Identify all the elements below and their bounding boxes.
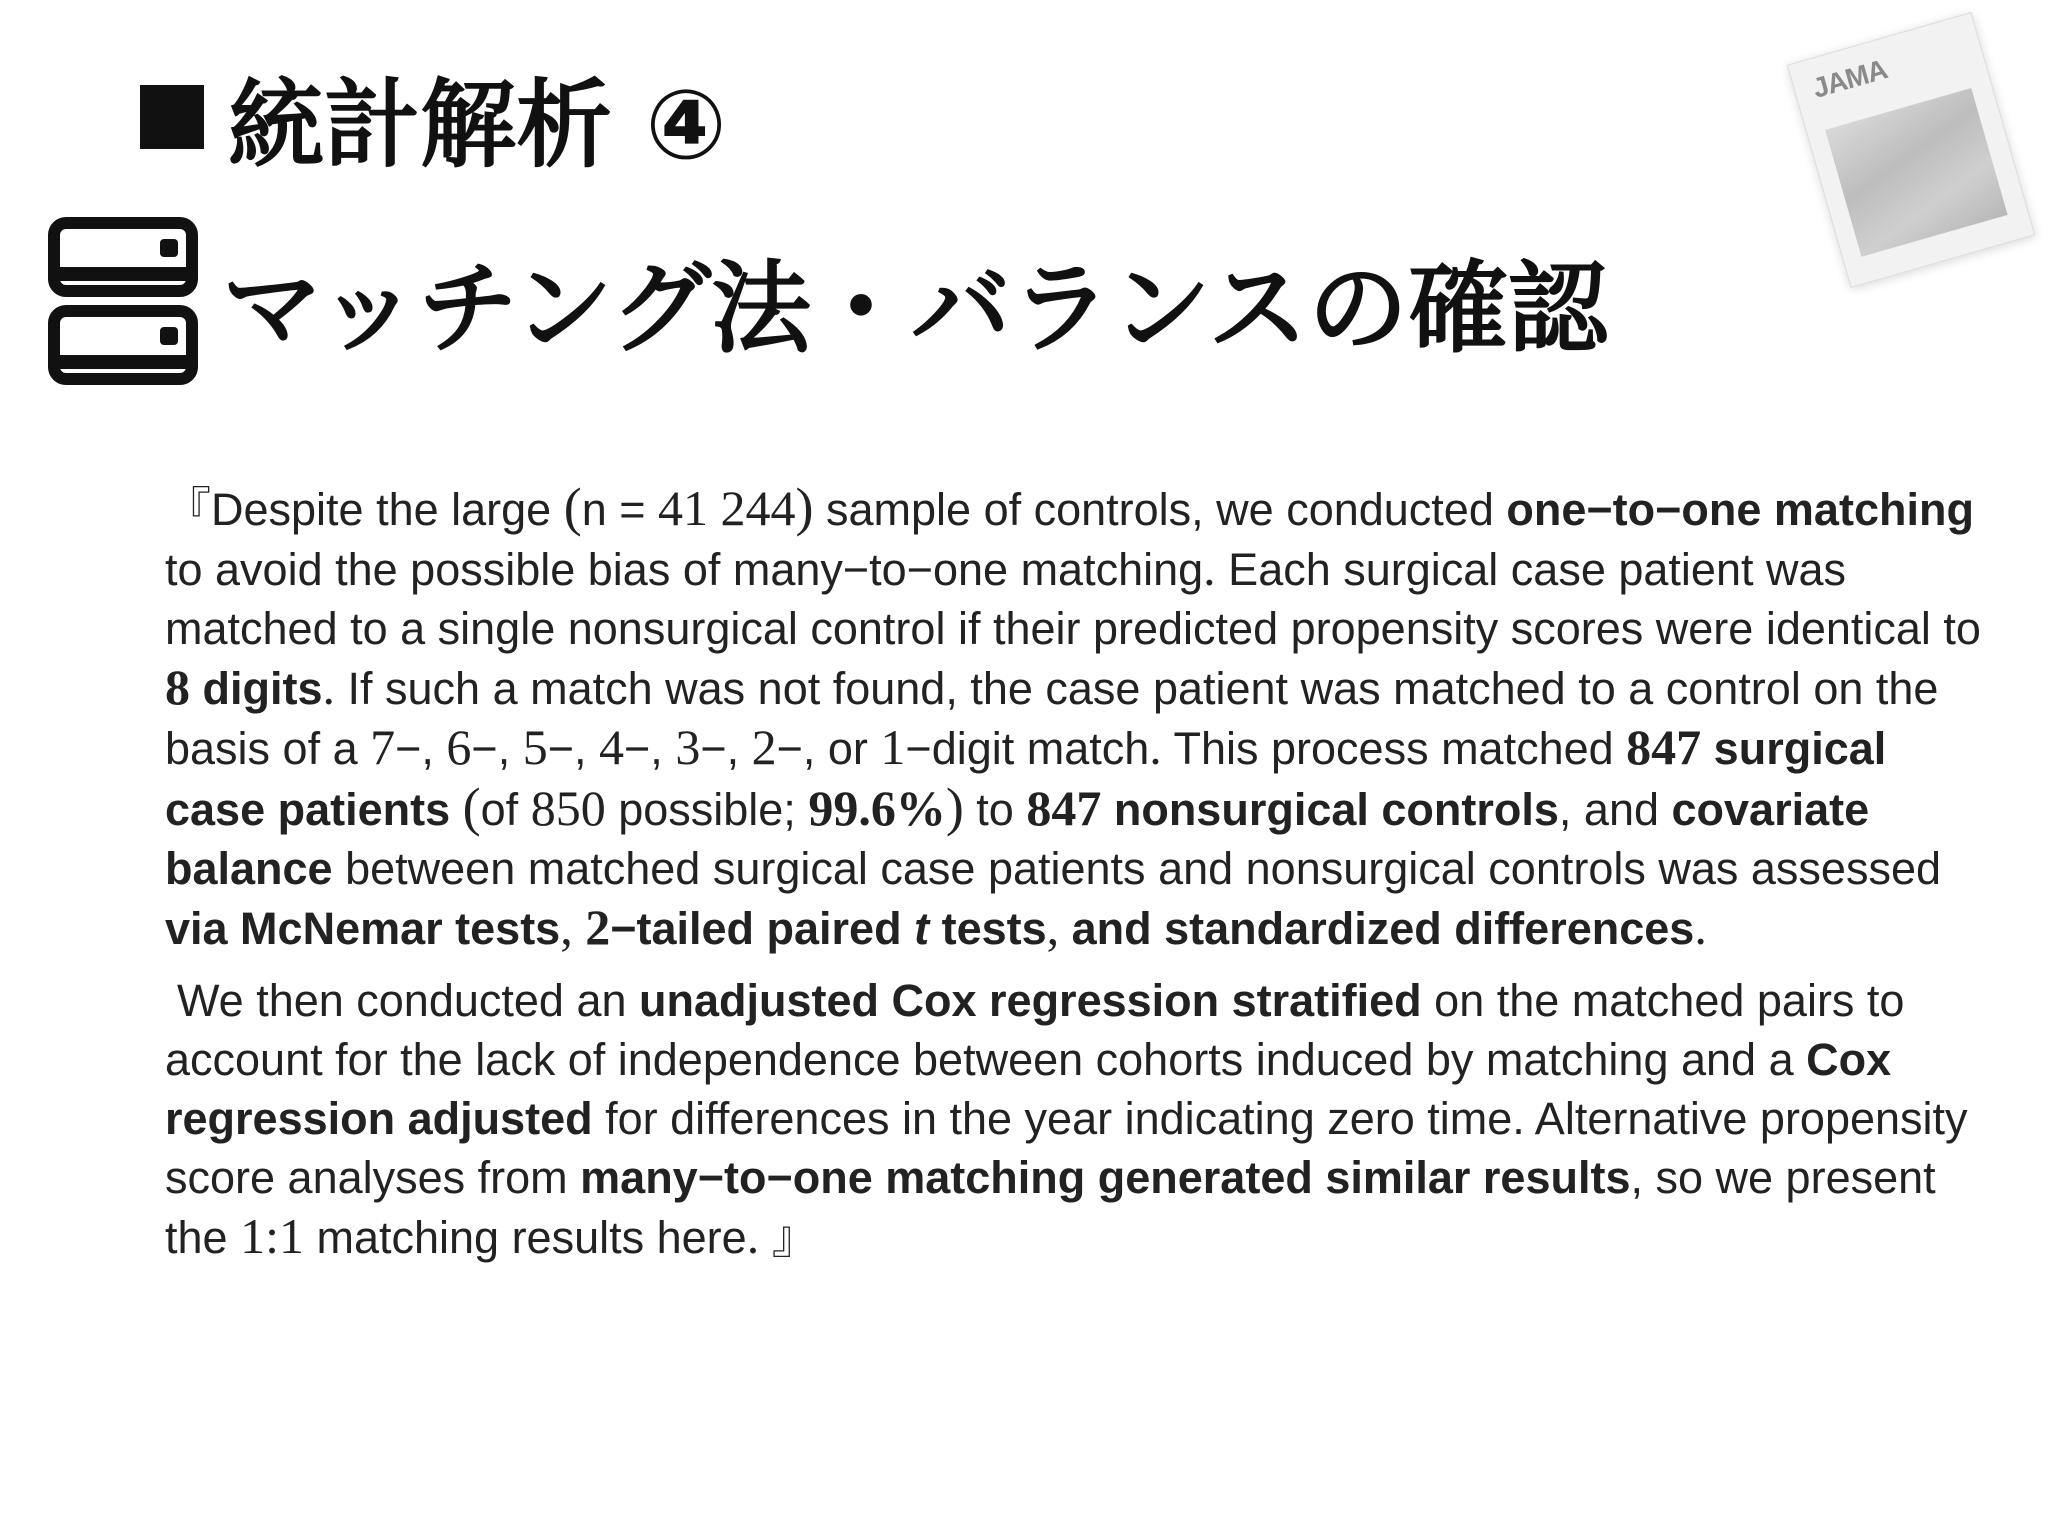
journal-cover-image	[1787, 12, 2036, 288]
section-title: 統計解析 ④	[228, 68, 727, 181]
square-bullet-icon	[140, 85, 204, 149]
sample-size: 41 244	[658, 480, 796, 536]
open-quote-bracket: 『	[165, 482, 211, 536]
server-icon	[48, 215, 198, 385]
subsection-title: マッチング法・バランスの確認	[222, 250, 1608, 367]
subsection-heading	[48, 210, 1608, 390]
quote-paragraph-1: 『Despite the large (n = 41 244) sample of controls, we conducted one−to−one matching to avoid the possible bias of many−to−one matching. Each surgical case patient was matched to a single nonsurgical control if their predicted propensity scores were identical to 8 digits. If such a match was not found, the case patient was matched to a control on the basis of a 7−, 6−, 5−, 4−, 3−, 2−, or 1−digit match. This process matched 847 surgical case patients (of 850 possible; 99.6%) to 847 nonsurgical controls, and covariate balance between matched surgical case patients and nonsurgical controls was assessed via McNemar tests, 2−tailed paired t tests, and standardized differences.	[165, 477, 1981, 955]
quote-paragraph-2: We then conducted an unadjusted Cox regression stratified on the matched pairs to account for the lack of independence between cohorts induced by matching and a Cox regression adjusted for differences in the year indicating zero time. Alternative propensity score analyses from many−to−one matching generated similar results, so we present the 1:1 matching results here. 』	[165, 975, 1968, 1264]
close-quote-bracket: 』	[771, 1210, 818, 1264]
section-heading	[140, 52, 727, 182]
journal-logo: JAMA	[1809, 53, 1891, 104]
quoted-passage	[165, 478, 1995, 1267]
journal-cover-photo	[1825, 88, 2007, 257]
